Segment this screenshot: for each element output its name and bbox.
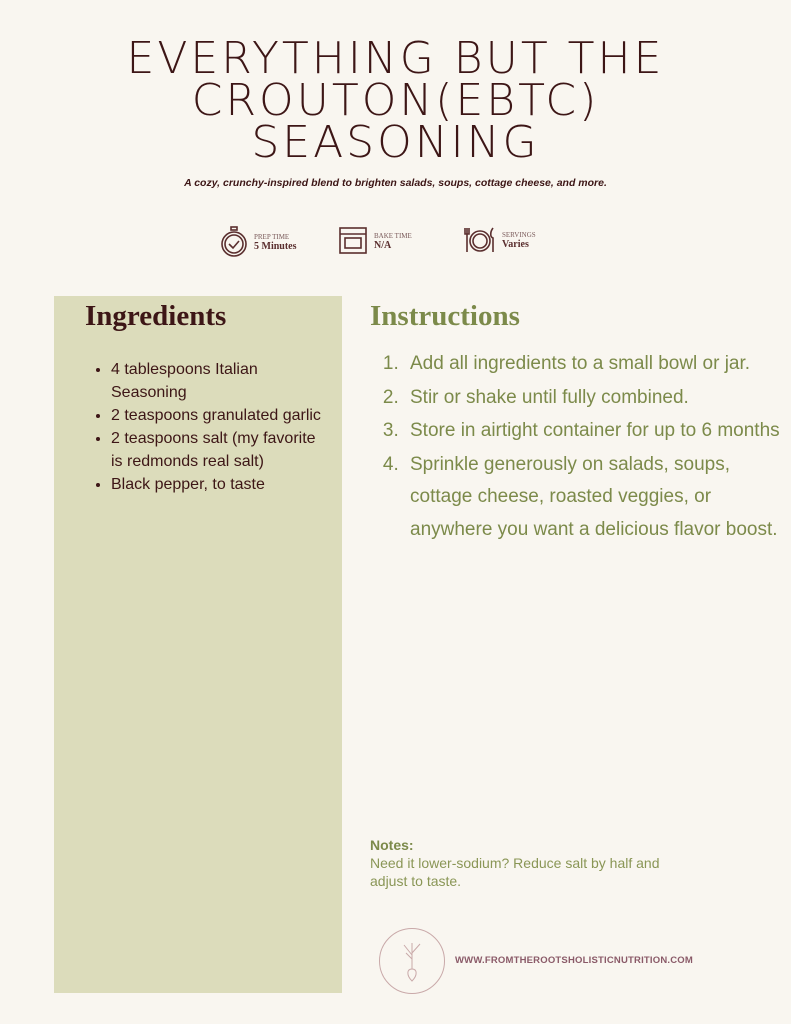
instruction-step: 1. Add all ingredients to a small bowl or jar. — [404, 348, 791, 381]
ingredients-heading: Ingredients — [85, 300, 227, 332]
notes-text: Need it lower-sodium? Reduce salt by half and adjust to taste. — [370, 855, 660, 889]
notes — [370, 836, 700, 890]
instruction-step: 2. Stir or shake until fully combined. — [404, 382, 791, 415]
ingredients-list — [90, 358, 321, 496]
bake-time: BAKE TIME N/A — [338, 226, 412, 256]
ingredient-item: • 2 teaspoons granulated garlic — [111, 404, 321, 427]
recipe-title: EVERYTHING BUT THE CROUTON(EBTC) SEASONING — [126, 33, 665, 168]
instructions-heading: Instructions — [370, 300, 520, 332]
notes-label: Notes: — [370, 837, 414, 853]
oven-icon — [338, 226, 368, 256]
instruction-step: 4. Sprinkle generously on salads, soups, cottage cheese, roasted veggies, or anywhere you want a delicious flavor boost. — [404, 449, 791, 547]
website-link[interactable]: WWW.FROMTHEROOTSHOLISTICNUTRITION.COM — [455, 955, 694, 966]
prep-time: PREP TIME 5 Minutes — [220, 226, 297, 258]
beet-icon — [380, 929, 444, 993]
ingredient-item: • Black pepper, to taste — [111, 473, 321, 496]
stopwatch-icon — [220, 226, 248, 258]
servings: SERVINGS Varies — [464, 226, 536, 254]
instruction-step: 3. Store in airtight container for up to 6 months — [404, 415, 791, 448]
recipe-subtitle: A cozy, crunchy-inspired blend to brighten salads, soups, cottage cheese, and more. — [184, 177, 607, 189]
brand-logo — [379, 928, 445, 994]
ingredient-item: • 4 tablespoons Italian Seasoning — [111, 358, 321, 404]
instructions-list — [386, 348, 791, 547]
ingredient-item: • 2 teaspoons salt (my favorite is redmonds real salt) — [111, 427, 321, 473]
ingredients-panel — [54, 296, 342, 993]
plate-utensils-icon — [464, 226, 496, 254]
